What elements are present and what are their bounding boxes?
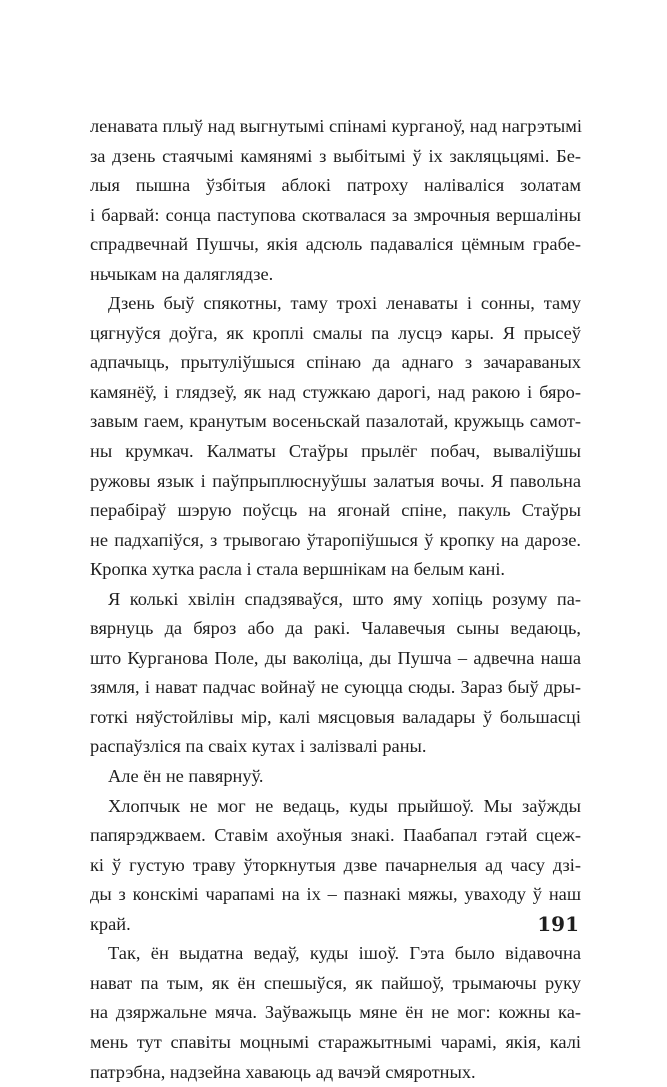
- text-line: ды з конскімі чарапамі на іх – пазнакі мяжы, уваходу ў наш: [90, 880, 581, 910]
- text-line: край.: [90, 910, 581, 940]
- paragraph: [90, 585, 581, 762]
- text-line: цягнуўся доўга, як кроплі смалы па лусцэ кары. Я прысеў: [90, 319, 581, 349]
- text-line: Дзень быў спякотны, таму трохі ленаваты і сонны, таму: [90, 289, 581, 319]
- text-line: Я колькі хвілін спадзяваўся, што яму хопіць розуму па-: [90, 585, 581, 615]
- text-line: ны крумкач. Калматы Стаўры прылёг побач, вываліўшы: [90, 437, 581, 467]
- text-line: патрэбна, надзейна хаваюць ад вачэй смяротных.: [90, 1058, 581, 1087]
- paragraph: [90, 939, 581, 1087]
- text-line: Так, ён выдатна ведаў, куды ішоў. Гэта было відавочна: [90, 939, 581, 969]
- text-line: і барвай: сонца паступова скотвалася за змрочныя вершаліны: [90, 201, 581, 231]
- text-line: завым гаем, кранутым восеньскай пазалотай, кружыць самот-: [90, 407, 581, 437]
- text-line: адпачыць, прытуліўшыся спінаю да аднаго з зачараваных: [90, 348, 581, 378]
- text-line: папярэджваем. Ставім ахоўныя знакі. Паабапал гэтай сцеж-: [90, 821, 581, 851]
- text-line: вярнуць да бяроз або да ракі. Чалавечыя сыны ведаюць,: [90, 614, 581, 644]
- text-line: Хлопчык не мог не ведаць, куды прыйшоў. Мы заўжды: [90, 792, 581, 822]
- paragraph: [90, 289, 581, 584]
- text-line: на дзяржальне мяча. Заўважыць мяне ён не мог: кожны ка-: [90, 998, 581, 1028]
- body-text: [90, 112, 581, 1087]
- text-line: Кропка хутка расла і стала вершнікам на белым кані.: [90, 555, 581, 585]
- text-line: спрадвечнай Пушчы, якія адсюль падаваліся цёмным грабе-: [90, 230, 581, 260]
- paragraph: [90, 112, 581, 289]
- text-line: перабіраў шэрую поўсць на ягонай спіне, пакуль Стаўры: [90, 496, 581, 526]
- text-line: не падхапіўся, з трывогаю ўтаропіўшыся ў кропку на дарозе.: [90, 526, 581, 556]
- text-line: што Курганова Поле, ды ваколіца, ды Пушча – адвечна наша: [90, 644, 581, 674]
- text-line: ружовы язык і паўпрыплюснуўшы залатыя вочы. Я павольна: [90, 467, 581, 497]
- text-line: ленавата плыў над выгнутымі спінамі курганоў, над нагрэтымі: [90, 112, 581, 142]
- text-line: распаўзліся па сваіх кутах і залізвалі раны.: [90, 732, 581, 762]
- text-line: лыя пышна ўзбітыя аблокі патроху налiваліся золатам: [90, 171, 581, 201]
- text-line: нават па тым, як ён спешыўся, як пайшоў, трымаючы руку: [90, 969, 581, 999]
- page-number: 191: [537, 912, 579, 936]
- text-line: Але ён не павярнуў.: [90, 762, 581, 792]
- text-line: мень тут спавіты моцнымі старажытнымі чарамі, якія, калі: [90, 1028, 581, 1058]
- paragraph: [90, 762, 581, 792]
- text-line: кі ў густую траву ўторкнутыя дзве пачарнелыя ад часу дзі-: [90, 851, 581, 881]
- text-line: за дзень стаячымі камянямі з выбітымі ў іх закляцьцямі. Бе-: [90, 142, 581, 172]
- text-line: камянёў, і глядзеў, як над стужкаю дарогі, над ракою і бяро-: [90, 378, 581, 408]
- text-line: готкі няўстойлівы мір, калі мясцовыя валадары ў большасці: [90, 703, 581, 733]
- paragraph: [90, 792, 581, 940]
- text-line: зямля, і нават падчас войнаў не суюцца сюды. Зараз быў дры-: [90, 673, 581, 703]
- text-line: ньчыкам на даляглядзе.: [90, 260, 581, 290]
